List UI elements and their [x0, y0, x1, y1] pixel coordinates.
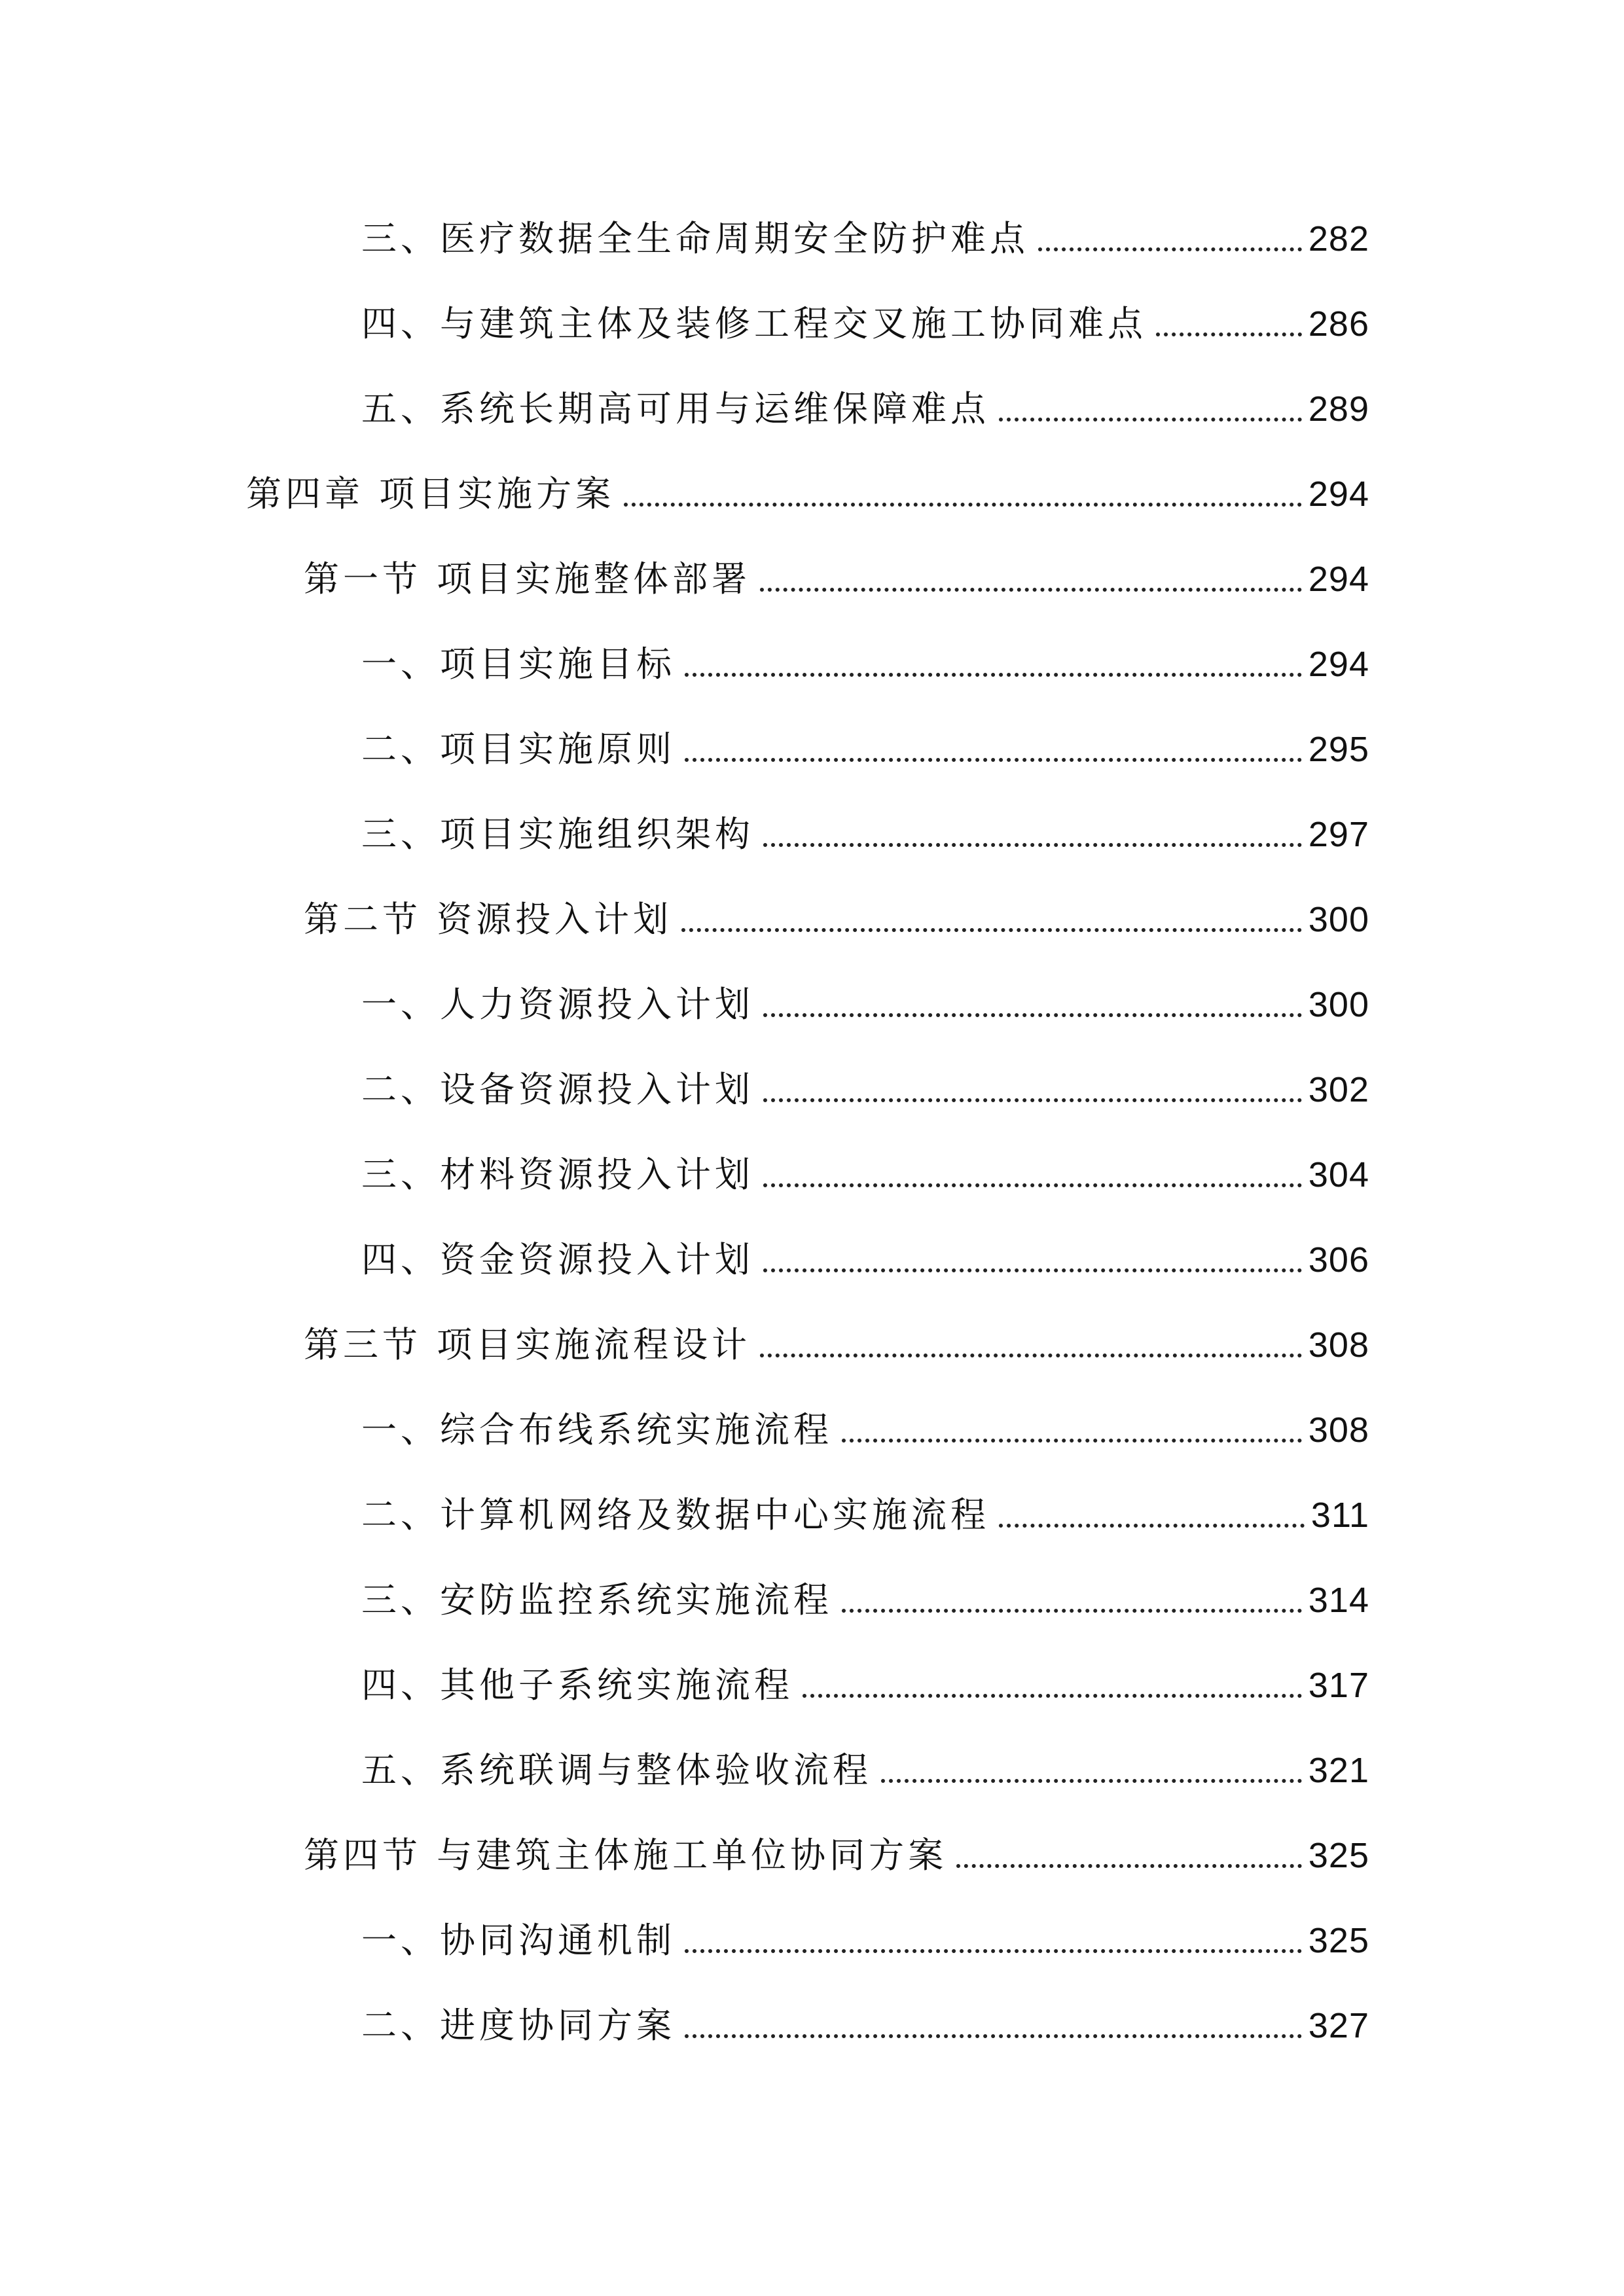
toc-entry-page: 294: [1308, 645, 1369, 684]
toc-entry[interactable]: [0, 1394, 1624, 1466]
toc-entry[interactable]: [0, 1905, 1624, 1977]
dot-leader: [803, 1694, 1302, 1698]
toc-entry-page: 297: [1308, 815, 1369, 854]
toc-entry[interactable]: [0, 884, 1624, 956]
toc-entry-title: 一、人力资源投入计划: [361, 984, 754, 1025]
toc-entry-title: 五、系统长期高可用与运维保障难点: [361, 388, 990, 429]
toc-entry-title: 第二节 资源投入计划: [304, 899, 673, 940]
dot-leader: [881, 1779, 1302, 1783]
toc-entry[interactable]: [0, 1734, 1624, 1806]
toc-entry[interactable]: [0, 1139, 1624, 1211]
toc-entry-page: 294: [1308, 560, 1369, 599]
toc-entry-title: 二、计算机网络及数据中心实施流程: [361, 1494, 990, 1535]
toc-entry[interactable]: [0, 543, 1624, 615]
toc-entry-title: 二、设备资源投入计划: [361, 1069, 754, 1110]
dot-leader: [763, 1183, 1302, 1187]
toc-entry-title: 第四章 项目实施方案: [246, 473, 615, 514]
toc-entry-page: 300: [1308, 985, 1369, 1024]
toc-entry[interactable]: [0, 1309, 1624, 1381]
toc-entry-page: 295: [1308, 730, 1369, 769]
dot-leader: [763, 1098, 1302, 1102]
dot-leader: [763, 1013, 1302, 1017]
toc-entry[interactable]: [0, 969, 1624, 1041]
toc-entry[interactable]: [0, 203, 1624, 275]
toc-entry[interactable]: [0, 373, 1624, 445]
dot-leader: [842, 1439, 1302, 1443]
toc-entry-title: 一、综合布线系统实施流程: [361, 1409, 833, 1450]
toc-entry-title: 第一节 项目实施整体部署: [304, 558, 751, 600]
toc-entry-page: 300: [1308, 900, 1369, 939]
toc-entry-title: 二、项目实施原则: [361, 728, 676, 770]
toc-entry-page: 327: [1308, 2006, 1369, 2045]
toc-entry-page: 308: [1308, 1410, 1369, 1450]
toc-entry[interactable]: [0, 713, 1624, 785]
toc-entry[interactable]: [0, 1564, 1624, 1636]
toc-entry-page: 308: [1308, 1325, 1369, 1365]
toc-entry-page: 302: [1308, 1070, 1369, 1109]
toc-entry-page: 314: [1308, 1581, 1369, 1620]
dot-leader: [763, 1268, 1302, 1272]
dot-leader: [842, 1609, 1302, 1613]
toc-entry-page: 325: [1308, 1836, 1369, 1875]
dot-leader: [760, 1354, 1302, 1357]
toc-entry-title: 五、系统联调与整体验收流程: [361, 1749, 872, 1791]
toc-entry-title: 三、医疗数据全生命周期安全防护难点: [361, 218, 1029, 259]
toc-entry-title: 四、其他子系统实施流程: [361, 1664, 793, 1706]
toc-entry-page: 294: [1308, 475, 1369, 514]
toc-entry-page: 306: [1308, 1240, 1369, 1280]
toc-entry[interactable]: [0, 458, 1624, 530]
dot-leader: [681, 928, 1302, 932]
toc-entry-title: 三、项目实施组织架构: [361, 814, 754, 855]
toc-entry-title: 二、进度协同方案: [361, 2005, 676, 2046]
toc-entry-title: 一、协同沟通机制: [361, 1920, 676, 1961]
toc-entry-page: 317: [1308, 1666, 1369, 1705]
toc-entry-page: 282: [1308, 219, 1369, 259]
toc-entry-title: 四、资金资源投入计划: [361, 1239, 754, 1280]
dot-leader: [685, 2034, 1302, 2038]
dot-leader: [624, 503, 1302, 507]
toc-entry[interactable]: [0, 1054, 1624, 1126]
toc-entry[interactable]: [0, 798, 1624, 870]
toc-entry[interactable]: [0, 1990, 1624, 2062]
toc-entry[interactable]: [0, 628, 1624, 700]
toc-entry[interactable]: [0, 1224, 1624, 1296]
dot-leader: [1038, 247, 1302, 251]
toc-entry-page: 289: [1308, 389, 1369, 429]
toc-entry[interactable]: [0, 288, 1624, 360]
toc-entry-page: 311: [1310, 1496, 1369, 1535]
toc-entry-title: 三、材料资源投入计划: [361, 1154, 754, 1195]
toc-entry-title: 四、与建筑主体及装修工程交叉施工协同难点: [361, 303, 1147, 344]
toc-entry[interactable]: [0, 1649, 1624, 1721]
toc-entry-page: 304: [1308, 1155, 1369, 1194]
dot-leader: [685, 673, 1302, 677]
dot-leader: [956, 1864, 1302, 1868]
toc-entry-title: 第四节 与建筑主体施工单位协同方案: [304, 1835, 948, 1876]
dot-leader: [999, 1524, 1305, 1528]
toc-entry-title: 一、项目实施目标: [361, 643, 676, 685]
toc-entry-page: 286: [1308, 304, 1369, 344]
toc-entry-page: 325: [1308, 1921, 1369, 1960]
dot-leader: [685, 758, 1302, 762]
toc-entry-title: 第三节 项目实施流程设计: [304, 1324, 751, 1365]
toc-entry[interactable]: [0, 1479, 1624, 1551]
dot-leader: [685, 1949, 1302, 1953]
dot-leader: [763, 843, 1302, 847]
toc-entry-title: 三、安防监控系统实施流程: [361, 1579, 833, 1621]
toc-entry[interactable]: [0, 1820, 1624, 1892]
dot-leader: [760, 588, 1302, 592]
dot-leader: [999, 418, 1302, 422]
dot-leader: [1156, 332, 1302, 336]
toc-entry-page: 321: [1308, 1751, 1369, 1790]
